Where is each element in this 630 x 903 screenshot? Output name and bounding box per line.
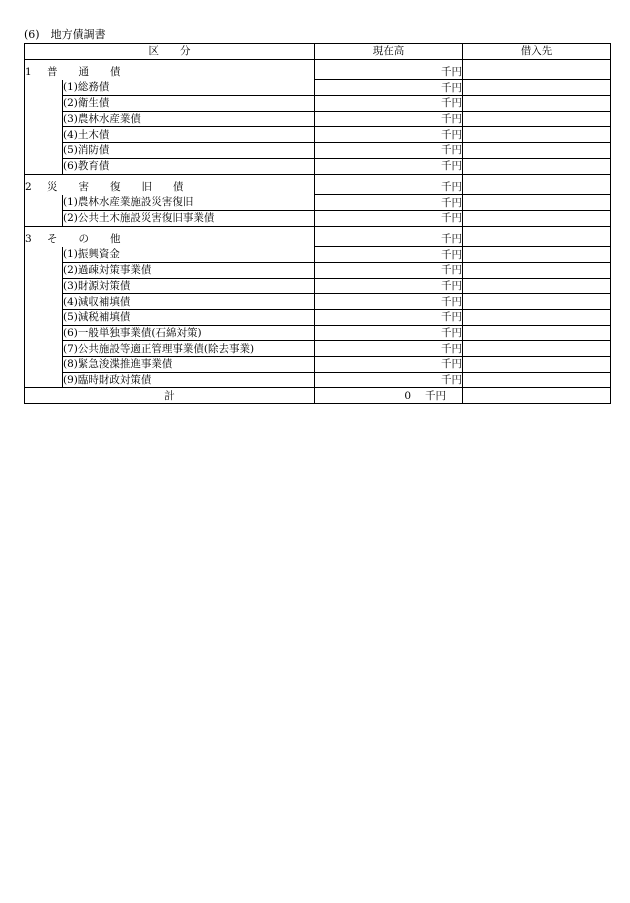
document-title: (6) 地方債調書 bbox=[24, 28, 106, 41]
table-row bbox=[25, 158, 611, 174]
category-number: 3 bbox=[25, 233, 32, 246]
borrower-cell bbox=[463, 325, 611, 341]
item-label: (6)教育債 bbox=[63, 158, 315, 174]
item-label: (1)総務債 bbox=[63, 80, 315, 96]
amount-cell: 千円 bbox=[315, 96, 463, 112]
header-category: 区 分 bbox=[25, 44, 315, 60]
item-label: (6)一般単独事業債(石綿対策) bbox=[63, 325, 315, 341]
total-amount-cell bbox=[315, 388, 463, 404]
borrower-cell bbox=[463, 310, 611, 326]
table-row bbox=[25, 80, 611, 96]
table-row bbox=[25, 325, 611, 341]
amount-cell: 千円 bbox=[315, 143, 463, 159]
table-header-row bbox=[25, 44, 611, 60]
borrower-cell bbox=[463, 195, 611, 211]
amount-cell: 千円 bbox=[315, 180, 463, 195]
item-label: (2)過疎対策事業債 bbox=[63, 262, 315, 278]
table-row bbox=[25, 96, 611, 112]
item-label: (2)公共土木施設災害復旧事業債 bbox=[63, 210, 315, 226]
amount-cell: 千円 bbox=[315, 210, 463, 226]
amount-cell: 千円 bbox=[315, 158, 463, 174]
amount-cell: 千円 bbox=[315, 325, 463, 341]
category-name: そ の 他 bbox=[47, 233, 121, 246]
table-row bbox=[25, 357, 611, 373]
total-borrower-cell bbox=[463, 388, 611, 404]
local-bond-table bbox=[24, 43, 611, 404]
header-amount: 現在高 bbox=[315, 44, 463, 60]
amount-cell: 千円 bbox=[315, 111, 463, 127]
item-label: (1)農林水産業施設災害復旧 bbox=[63, 195, 315, 211]
table-row bbox=[25, 262, 611, 278]
total-unit: 千円 bbox=[425, 389, 446, 402]
item-label: (4)土木債 bbox=[63, 127, 315, 143]
category-row-1 bbox=[25, 65, 611, 80]
borrower-cell bbox=[463, 210, 611, 226]
borrower-cell bbox=[463, 294, 611, 310]
table-row bbox=[25, 143, 611, 159]
header-borrower: 借入先 bbox=[463, 44, 611, 60]
borrower-cell bbox=[463, 65, 611, 80]
table-row bbox=[25, 247, 611, 263]
amount-cell: 千円 bbox=[315, 341, 463, 357]
item-label: (8)緊急浚渫推進事業債 bbox=[63, 357, 315, 373]
amount-cell: 千円 bbox=[315, 65, 463, 80]
category-name: 災 害 復 旧 債 bbox=[47, 181, 184, 194]
borrower-cell bbox=[463, 180, 611, 195]
borrower-cell bbox=[463, 278, 611, 294]
borrower-cell bbox=[463, 262, 611, 278]
borrower-cell bbox=[463, 143, 611, 159]
borrower-cell bbox=[463, 372, 611, 388]
item-label: (7)公共施設等適正管理事業債(除去事業) bbox=[63, 341, 315, 357]
amount-cell: 千円 bbox=[315, 80, 463, 96]
item-label: (4)減収補填債 bbox=[63, 294, 315, 310]
table-row bbox=[25, 294, 611, 310]
borrower-cell bbox=[463, 247, 611, 263]
item-label: (2)衛生債 bbox=[63, 96, 315, 112]
borrower-cell bbox=[463, 111, 611, 127]
table-row bbox=[25, 111, 611, 127]
category-row-2 bbox=[25, 180, 611, 195]
category-row-3 bbox=[25, 232, 611, 247]
table-row bbox=[25, 195, 611, 211]
table-row bbox=[25, 278, 611, 294]
item-label: (5)減税補填債 bbox=[63, 310, 315, 326]
item-label: (3)財源対策債 bbox=[63, 278, 315, 294]
amount-cell: 千円 bbox=[315, 247, 463, 263]
amount-cell: 千円 bbox=[315, 278, 463, 294]
category-number: 2 bbox=[25, 181, 32, 194]
total-row bbox=[25, 388, 611, 404]
amount-cell: 千円 bbox=[315, 232, 463, 247]
item-label: (1)振興資金 bbox=[63, 247, 315, 263]
amount-cell: 千円 bbox=[315, 127, 463, 143]
table-row bbox=[25, 372, 611, 388]
amount-cell: 千円 bbox=[315, 262, 463, 278]
amount-cell: 千円 bbox=[315, 294, 463, 310]
borrower-cell bbox=[463, 341, 611, 357]
table-row bbox=[25, 310, 611, 326]
borrower-cell bbox=[463, 127, 611, 143]
category-name: 普 通 債 bbox=[47, 66, 121, 79]
total-label: 計 bbox=[25, 388, 315, 404]
table-row bbox=[25, 210, 611, 226]
item-label: (5)消防債 bbox=[63, 143, 315, 159]
borrower-cell bbox=[463, 357, 611, 373]
borrower-cell bbox=[463, 96, 611, 112]
total-value: 0 bbox=[404, 389, 411, 402]
amount-cell: 千円 bbox=[315, 195, 463, 211]
amount-cell: 千円 bbox=[315, 310, 463, 326]
category-number: 1 bbox=[25, 66, 32, 79]
borrower-cell bbox=[463, 232, 611, 247]
borrower-cell bbox=[463, 80, 611, 96]
item-label: (9)臨時財政対策債 bbox=[63, 372, 315, 388]
table-row bbox=[25, 127, 611, 143]
amount-cell: 千円 bbox=[315, 372, 463, 388]
borrower-cell bbox=[463, 158, 611, 174]
amount-cell: 千円 bbox=[315, 357, 463, 373]
table-row bbox=[25, 341, 611, 357]
item-label: (3)農林水産業債 bbox=[63, 111, 315, 127]
